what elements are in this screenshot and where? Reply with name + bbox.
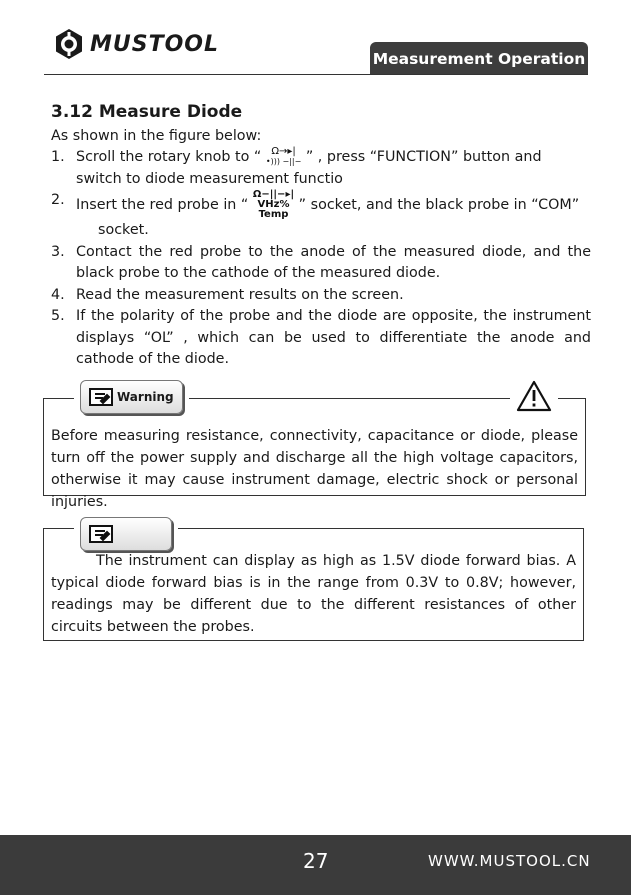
header-divider bbox=[44, 74, 588, 75]
input-socket-symbol-icon: Ω−||−▸| VHz% Temp bbox=[252, 189, 295, 220]
warning-tab bbox=[74, 380, 189, 414]
step-text-pre: Insert the red probe in “ bbox=[76, 197, 249, 213]
step-item bbox=[51, 306, 591, 371]
page-footer bbox=[0, 835, 631, 895]
main-content bbox=[51, 102, 591, 371]
step-item bbox=[51, 242, 591, 285]
section-heading: 3.12 Measure Diode bbox=[51, 102, 243, 122]
step-number: 2. bbox=[51, 192, 65, 208]
step-number: 5. bbox=[51, 308, 65, 324]
warning-triangle-wrap bbox=[510, 380, 558, 416]
step-text: If the polarity of the probe and the diode are opposite, the instrument displays “OL” , which can be used to differentiate the anode and cathode of the diode. bbox=[76, 308, 591, 367]
step-item bbox=[51, 285, 591, 307]
note-pointer-icon bbox=[89, 387, 115, 407]
step-number: 4. bbox=[51, 286, 65, 303]
step-text: Contact the red probe to the anode of the measured diode, and the black probe to the cathode of the measured diode. bbox=[76, 243, 591, 281]
website-link[interactable]: WWW.MUSTOOL.CN bbox=[428, 852, 591, 870]
intro-text: As shown in the figure below: bbox=[51, 127, 262, 144]
brand-name: MUSTOOL bbox=[90, 31, 220, 57]
step-item bbox=[51, 147, 591, 190]
step-text-line2: switch to diode measurement functio bbox=[76, 170, 343, 187]
warning-triangle-icon bbox=[516, 380, 552, 412]
hex-nut-logo-icon bbox=[52, 27, 86, 61]
page-number: 27 bbox=[303, 849, 329, 873]
note-badge bbox=[80, 517, 172, 551]
note-pointer-icon bbox=[89, 524, 115, 544]
section-title-tab: Measurement Operation bbox=[370, 42, 588, 75]
step-number: 1. bbox=[51, 149, 65, 165]
step-text-pre: Scroll the rotary knob to “ bbox=[76, 149, 262, 165]
warning-text: Before measuring resistance, connectivity, capacitance or diode, please turn off the power supply and discharge all the high voltage capacitors, otherwise it may cause instrument damage, electric shock or personal injuries. bbox=[51, 428, 578, 510]
step-text-post: ” , press “FUNCTION” button and bbox=[305, 149, 542, 165]
step-text-line2: socket. bbox=[98, 222, 149, 238]
note-text: The instrument can display as high as 1.5V diode forward bias. A typical diode forward bias is in the range from 0.3V to 0.8V; however, readings may be different due to the different resistances of other circuits between the probes. bbox=[51, 553, 576, 635]
brand-logo bbox=[52, 24, 219, 64]
warning-label: Warning bbox=[117, 390, 174, 404]
page-header bbox=[0, 0, 631, 80]
note-tab bbox=[74, 517, 178, 551]
diode-continuity-symbol-icon: Ω→▸| •))) −||− bbox=[265, 146, 302, 166]
step-text: Read the measurement results on the screen. bbox=[76, 286, 404, 303]
step-text-post: ” socket, and the black probe in “COM” bbox=[298, 197, 580, 213]
warning-badge bbox=[80, 380, 183, 414]
step-item bbox=[51, 190, 591, 242]
step-number: 3. bbox=[51, 243, 65, 260]
